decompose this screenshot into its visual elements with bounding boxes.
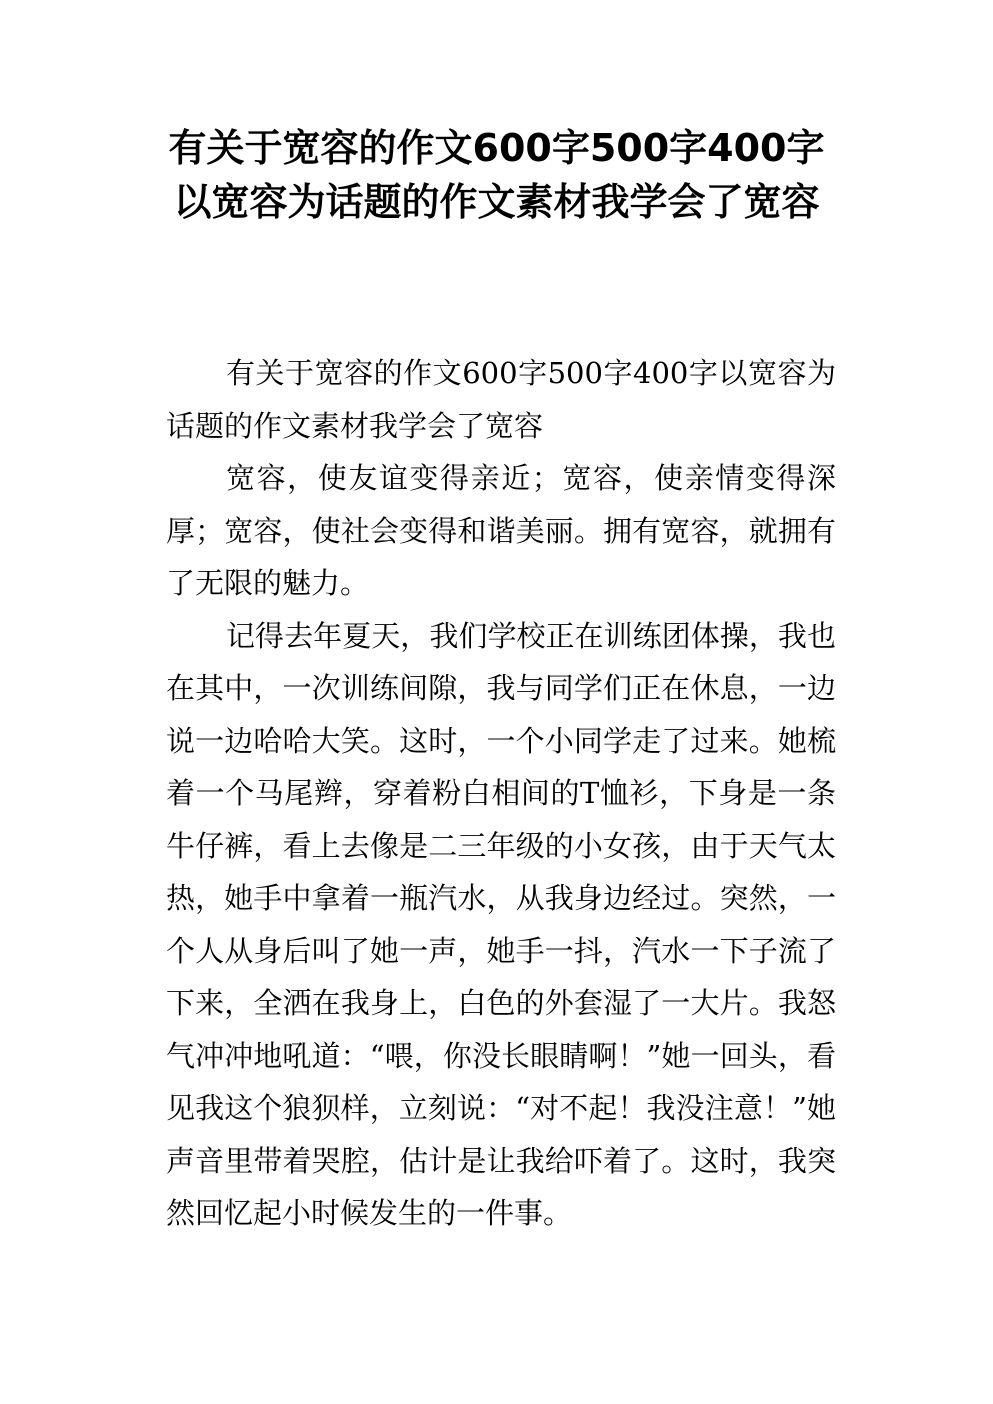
- paragraph-intro: 有关于宽容的作文600字500字400字以宽容为话题的作文素材我学会了宽容: [166, 356, 836, 443]
- document-body: [166, 347, 836, 1240]
- paragraph-tolerance-definition: 宽容，使友谊变得亲近；宽容，使亲情变得深厚；宽容，使社会变得和谐美丽。拥有宽容，就拥有了无限的魅力。: [166, 461, 836, 600]
- paragraph-story: 记得去年夏天，我们学校正在训练团体操，我也在其中，一次训练间隙，我与同学们正在休息，一边说一边哈哈大笑。这时，一个小同学走了过来。她梳着一个马尾辫，穿着粉白相间的T恤衫，下身是一条牛仔裤，看上去像是二三年级的小女孩，由于天气太热，她手中拿着一瓶汽水，从我身边经过。突然，一个人从身后叫了她一声，她手一抖，汽水一下子流了下来，全洒在我身上，白色的外套湿了一大片。我怒气冲冲地吼道：“喂，你没长眼睛啊！”她一回头，看见我这个狼狈样，立刻说：“对不起！我没注意！”她声音里带着哭腔，估计是让我给吓着了。这时，我突然回忆起小时候发生的一件事。: [166, 618, 836, 1230]
- document-title: 有关于宽容的作文600字500字400字以宽容为话题的作文素材我学会了宽容: [168, 126, 825, 224]
